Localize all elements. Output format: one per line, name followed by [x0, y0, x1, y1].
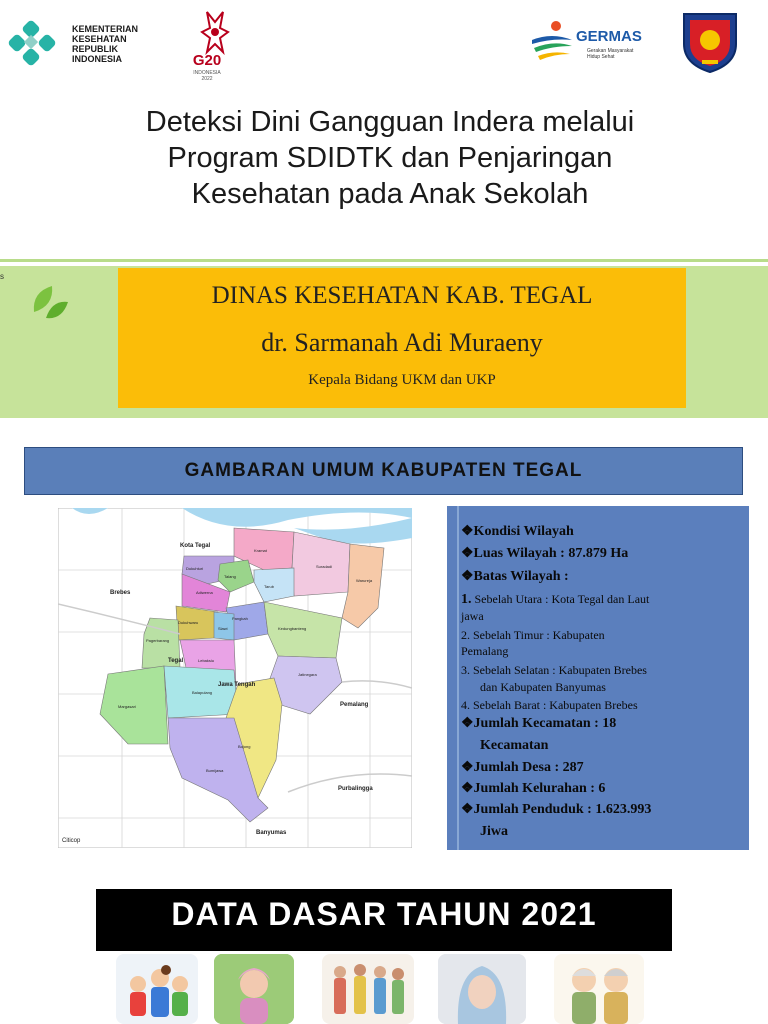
info-kecamatan: ❖Jumlah Kecamatan : 18 — [461, 716, 617, 731]
map-label-suradadi: Suradadi — [316, 564, 333, 569]
elderly-couple-illustration — [554, 954, 644, 1024]
kabupaten-tegal-map — [58, 508, 412, 848]
map-label-bumijawa: Bumijawa — [206, 768, 224, 773]
g20-title: G20 — [192, 52, 222, 69]
map-label-purbalingga: Purbalingga — [338, 786, 373, 792]
teenagers-illustration — [322, 954, 414, 1024]
info-batas-4: 4. Sebelah Barat : Kabupaten Brebes — [461, 698, 638, 712]
map-label-pagerbarang: Pagerbarang — [146, 638, 170, 643]
g20-subtitle: INDONESIA 2022 — [193, 70, 221, 82]
map-label-kota-tegal: Kota Tegal — [180, 543, 211, 549]
data-banner-title: DATA DASAR TAHUN 2021 — [171, 896, 597, 932]
map-label-tarub: Tarub — [264, 584, 275, 589]
section-title: GAMBARAN UMUM KABUPATEN TEGAL — [184, 460, 583, 481]
map-label-talang: Talang — [224, 574, 236, 579]
woman-hijab-photo — [438, 954, 526, 1024]
map-label-bojong: Bojong — [238, 744, 251, 749]
info-luas: ❖Luas Wilayah : 87.879 Ha — [461, 546, 629, 561]
speaker-name: dr. Sarmanah Adi Muraeny — [261, 328, 543, 357]
info-kecamatan-cont: Kecamatan — [480, 738, 549, 753]
family-illustration — [116, 954, 198, 1024]
info-batas-3-cont: dan Kabupaten Banyumas — [480, 680, 606, 694]
germas-icon — [528, 18, 576, 68]
info-batas-1 — [461, 592, 649, 607]
map-label-brebes: Brebes — [110, 590, 131, 596]
info-batas: ❖Batas Wilayah : — [461, 569, 569, 584]
map-label-margasari: Margasari — [118, 704, 136, 709]
info-penduduk: ❖Jumlah Penduduk : 1.623.993 — [461, 802, 652, 817]
map-label-kramat: Kramat — [254, 548, 267, 553]
map-label-warureja: Warureja — [356, 578, 373, 583]
band-mark: s — [0, 272, 4, 281]
map-label-banyumas: Banyumas — [256, 830, 287, 836]
germas-title: GERMAS — [576, 28, 642, 45]
info-kondisi: ❖Kondisi Wilayah — [461, 524, 574, 539]
leaf-icon — [28, 282, 72, 324]
info-batas-2-cont: Pemalang — [461, 644, 509, 658]
map-label-lebaksiu: Lebaksiu — [198, 658, 215, 663]
map-label-slawi: Slawi — [218, 626, 228, 631]
info-penduduk-cont: Jiwa — [480, 824, 508, 839]
map-label-tegal: Tegal — [168, 658, 184, 664]
map-label-balapulang: Balapulang — [192, 690, 213, 695]
info-panel-rule — [457, 506, 459, 850]
speaker-role: Kepala Bidang UKM dan UKP — [308, 372, 496, 388]
map-label-adiwerna: Adiwerna — [196, 590, 213, 595]
map-label-pemalang: Pemalang — [340, 702, 369, 708]
tegal-regency-crest — [680, 10, 740, 74]
map-label-jatinegara: Jatinegara — [298, 672, 317, 677]
info-desa: ❖Jumlah Desa : 287 — [461, 760, 584, 775]
germas-subtitle: Gerakan Masyarakat Hidup Sehat — [587, 48, 634, 60]
agency-name: DINAS KESEHATAN KAB. TEGAL — [211, 282, 593, 309]
child-photo — [214, 954, 294, 1024]
map-label-dukuhwaru: Dukuhwaru — [178, 620, 199, 625]
info-batas-1-num: 1. — [461, 592, 472, 607]
map-label-kedungbanteng: Kedungbanteng — [278, 626, 307, 631]
map-label-dukuhturi: Dukuhturi — [186, 566, 204, 571]
presentation-title: Deteksi Dini Gangguan Indera melalui Program SDIDTK dan Penjaringan Kesehatan pada Anak Sekolah — [145, 106, 635, 210]
info-batas-1-text: Sebelah Utara : Kota Tegal dan Laut — [471, 592, 650, 606]
divider-line — [0, 259, 768, 262]
map-label-citicop: Citicop — [62, 838, 81, 844]
info-batas-2: 2. Sebelah Timur : Kabupaten — [461, 628, 605, 642]
map-label-jawa-tengah: Jawa Tengah — [218, 682, 256, 688]
info-batas-1-cont: jawa — [461, 609, 484, 623]
info-kelurahan: ❖Jumlah Kelurahan : 6 — [461, 781, 606, 796]
info-batas-3: 3. Sebelah Selatan : Kabupaten Brebes — [461, 663, 647, 677]
kemenkes-wordmark: KEMENTERIAN KESEHATAN REPUBLIK INDONESIA — [72, 24, 139, 64]
map-label-pangkah: Pangkah — [232, 616, 248, 621]
